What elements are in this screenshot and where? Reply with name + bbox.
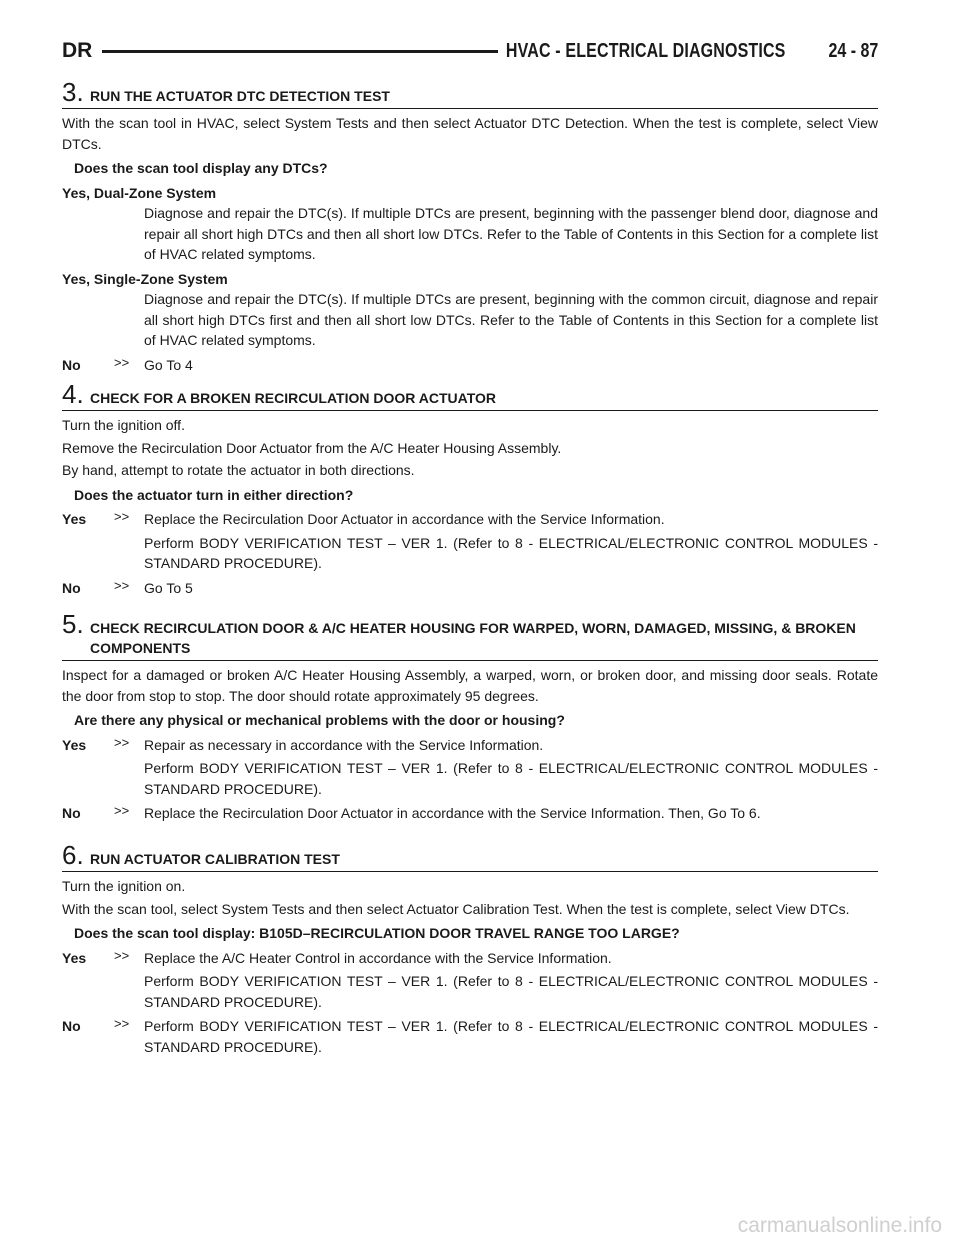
step-5 bbox=[62, 609, 878, 824]
response-text: Replace the Recirculation Door Actuator in accordance with the Service Information. bbox=[144, 511, 665, 527]
response-no bbox=[62, 803, 878, 824]
response-label: No bbox=[62, 1018, 81, 1034]
step-4 bbox=[62, 379, 878, 598]
arrow-symbol: >> bbox=[114, 509, 130, 524]
step-number: 4. bbox=[62, 379, 84, 409]
response-yes-single-zone bbox=[62, 269, 878, 351]
step-instruction: Inspect for a damaged or broken A/C Heater Housing Assembly, a warped, worn, or broken door, and missing door seals. Rotate the door from stop to stop. The door should rotate approximately 95 degrees. bbox=[62, 667, 878, 704]
step-instruction: Turn the ignition off. bbox=[62, 417, 185, 433]
response-label: Yes, Single-Zone System bbox=[62, 270, 228, 287]
header-model-code: DR bbox=[62, 39, 93, 62]
response-label: Yes bbox=[62, 949, 87, 966]
step-instruction: Turn the ignition on. bbox=[62, 878, 186, 894]
response-yes-dual-zone bbox=[62, 183, 878, 265]
step-number: 6. bbox=[62, 840, 84, 870]
header-page-number: 24 - 87 bbox=[828, 40, 878, 62]
step-6 bbox=[62, 840, 878, 1057]
response-text: Replace the A/C Heater Control in accordance with the Service Information. bbox=[144, 949, 612, 966]
step-instruction: By hand, attempt to rotate the actuator in both directions. bbox=[62, 462, 415, 478]
step-title: RUN ACTUATOR CALIBRATION TEST bbox=[90, 851, 340, 867]
response-text: Perform BODY VERIFICATION TEST – VER 1. (Refer to 8 - ELECTRICAL/ELECTRONIC CONTROL MODULES - STANDARD PROCEDURE). bbox=[144, 1018, 878, 1055]
response-text: Replace the Recirculation Door Actuator in accordance with the Service Information. Then, Go To 6. bbox=[144, 805, 761, 821]
response-yes bbox=[62, 948, 878, 1013]
step-number: 5. bbox=[62, 609, 84, 639]
response-text: Go To 5 bbox=[144, 579, 193, 596]
response-yes bbox=[62, 735, 878, 800]
step-instruction: With the scan tool, select System Tests and then select Actuator Calibration Test. When the test is complete, select View DTCs. bbox=[62, 900, 850, 917]
response-text: Perform BODY VERIFICATION TEST – VER 1. (Refer to 8 - ELECTRICAL/ELECTRONIC CONTROL MODULES - STANDARD PROCEDURE). bbox=[144, 973, 878, 1010]
step-question: Does the actuator turn in either direction? bbox=[74, 486, 354, 503]
response-label: No bbox=[62, 356, 81, 373]
response-text: Diagnose and repair the DTC(s). If multiple DTCs are present, beginning with the passenger blend door, diagnose and repair all short high DTCs and then all short low DTCs. Refer to the Table of Contents in this Section for a complete list of HVAC related symptoms. bbox=[144, 205, 878, 262]
arrow-symbol: >> bbox=[114, 577, 130, 593]
step-3 bbox=[62, 77, 878, 375]
arrow-symbol: >> bbox=[114, 1016, 130, 1031]
arrow-symbol: >> bbox=[114, 734, 130, 750]
step-title: RUN THE ACTUATOR DTC DETECTION TEST bbox=[90, 88, 390, 104]
response-label: Yes bbox=[62, 511, 87, 527]
step-5-heading bbox=[62, 609, 878, 661]
response-no bbox=[62, 1016, 878, 1057]
response-text: Perform BODY VERIFICATION TEST – VER 1. (Refer to 8 - ELECTRICAL/ELECTRONIC CONTROL MODULES - STANDARD PROCEDURE). bbox=[144, 760, 878, 797]
step-instruction: Remove the Recirculation Door Actuator from the A/C Heater Housing Assembly. bbox=[62, 439, 562, 456]
step-6-heading bbox=[62, 840, 878, 872]
response-yes bbox=[62, 509, 878, 574]
response-no bbox=[62, 578, 878, 599]
response-label: Yes, Dual-Zone System bbox=[62, 184, 217, 201]
response-text: Repair as necessary in accordance with the Service Information. bbox=[144, 736, 544, 753]
header-rule bbox=[102, 50, 498, 53]
arrow-symbol: >> bbox=[114, 803, 130, 818]
page-header bbox=[62, 38, 878, 64]
step-number: 3. bbox=[62, 77, 84, 107]
response-label: Yes bbox=[62, 736, 87, 753]
response-text: Diagnose and repair the DTC(s). If multiple DTCs are present, beginning with the common circuit, diagnose and repair all short high DTCs first and then all short low DTCs. Refer to the Table of Contents in this Section for a complete list of HVAC related symptoms. bbox=[144, 291, 878, 348]
step-title: CHECK FOR A BROKEN RECIRCULATION DOOR ACTUATOR bbox=[90, 390, 496, 406]
step-3-heading bbox=[62, 77, 878, 109]
step-question: Are there any physical or mechanical problems with the door or housing? bbox=[74, 712, 565, 728]
watermark: carmanualsonline.info bbox=[737, 1214, 942, 1237]
header-section-title: HVAC - ELECTRICAL DIAGNOSTICS bbox=[506, 40, 786, 62]
step-4-heading bbox=[62, 379, 878, 411]
step-question: Does the scan tool display any DTCs? bbox=[74, 160, 328, 176]
arrow-symbol: >> bbox=[114, 354, 130, 370]
response-no bbox=[62, 355, 878, 376]
step-question: Does the scan tool display: B105D–RECIRCULATION DOOR TRAVEL RANGE TOO LARGE? bbox=[74, 925, 680, 941]
arrow-symbol: >> bbox=[114, 947, 130, 963]
response-text: Perform BODY VERIFICATION TEST – VER 1. (Refer to 8 - ELECTRICAL/ELECTRONIC CONTROL MODULES - STANDARD PROCEDURE). bbox=[144, 534, 878, 571]
step-title: CHECK RECIRCULATION DOOR & A/C HEATER HOUSING FOR WARPED, WORN, DAMAGED, MISSING, & BROKEN COMPONENTS bbox=[90, 620, 856, 656]
response-text: Go To 4 bbox=[144, 356, 193, 373]
response-label: No bbox=[62, 805, 81, 821]
step-instruction: With the scan tool in HVAC, select System Tests and then select Actuator DTC Detection. When the test is complete, select View DTCs. bbox=[62, 115, 878, 152]
response-label: No bbox=[62, 579, 81, 596]
